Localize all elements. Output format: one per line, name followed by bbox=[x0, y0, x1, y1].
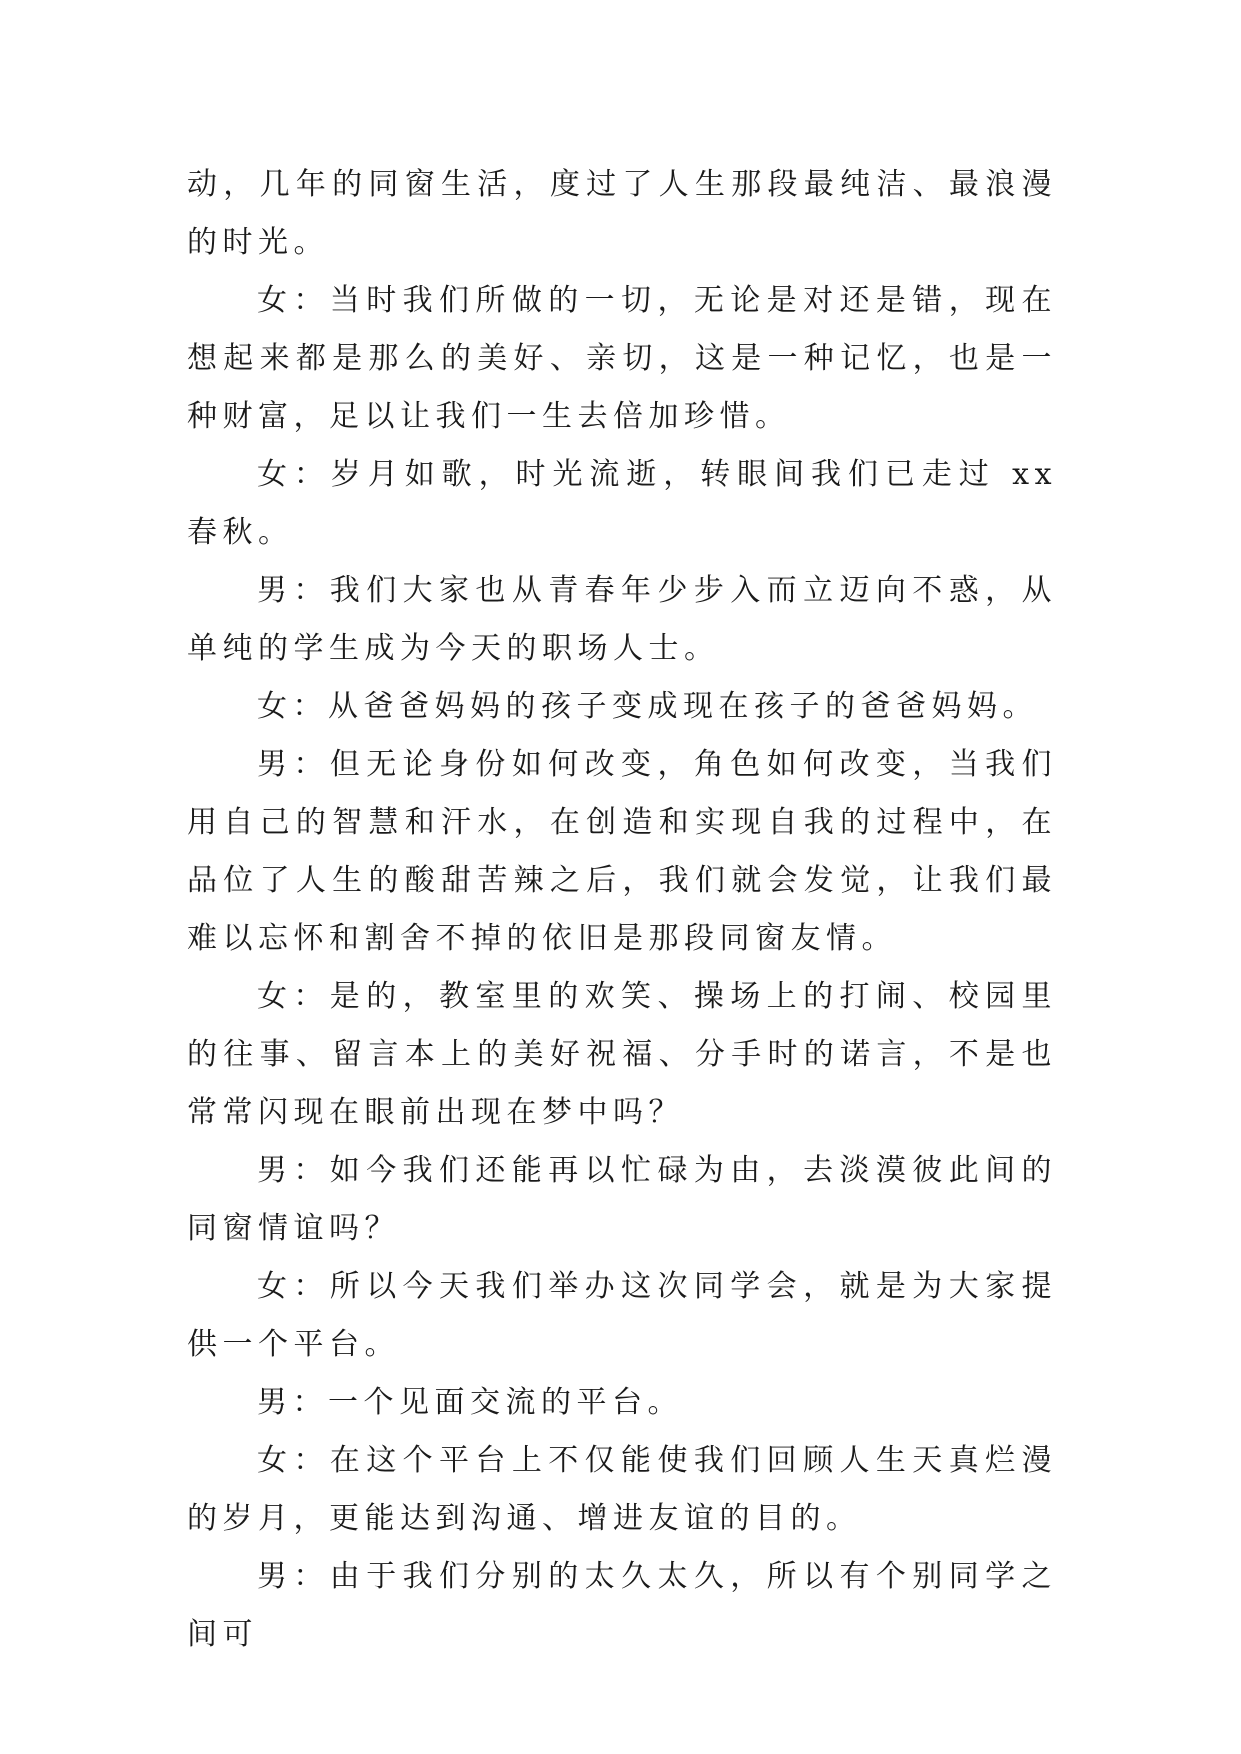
paragraph: 动，几年的同窗生活，度过了人生那段最纯洁、最浪漫的时光。 bbox=[187, 167, 1057, 260]
paragraph: 女：当时我们所做的一切，无论是对还是错，现在想起来都是那么的美好、亲切，这是一种记忆，也是一种财富，足以让我们一生去倍加珍惜。 bbox=[187, 283, 1057, 434]
paragraph: 男：如今我们还能再以忙碌为由，去淡漠彼此间的同窗情谊吗？ bbox=[187, 1153, 1057, 1246]
paragraph: 女：所以今天我们举办这次同学会，就是为大家提供一个平台。 bbox=[187, 1269, 1057, 1362]
paragraph: 男：一个见面交流的平台。 bbox=[257, 1385, 683, 1420]
paragraph: 女：岁月如歌，时光流逝，转眼间我们已走过 xx 春秋。 bbox=[187, 457, 1057, 550]
paragraph: 男：但无论身份如何改变，角色如何改变，当我们用自己的智慧和汗水，在创造和实现自我的过程中，在品位了人生的酸甜苦辣之后，我们就会发觉，让我们最难以忘怀和割舍不掉的依旧是那段同窗友情。 bbox=[187, 747, 1057, 956]
paragraph: 女：在这个平台上不仅能使我们回顾人生天真烂漫的岁月，更能达到沟通、增进友谊的目的。 bbox=[187, 1443, 1057, 1536]
paragraph: 女：从爸爸妈妈的孩子变成现在孩子的爸爸妈妈。 bbox=[257, 689, 1038, 724]
document-body bbox=[187, 156, 1057, 1664]
paragraph: 男：由于我们分别的太久太久，所以有个别同学之间可 bbox=[187, 1559, 1057, 1652]
paragraph: 女：是的，教室里的欢笑、操场上的打闹、校园里的往事、留言本上的美好祝福、分手时的诺言，不是也常常闪现在眼前出现在梦中吗？ bbox=[187, 979, 1057, 1130]
paragraph: 男：我们大家也从青春年少步入而立迈向不惑，从单纯的学生成为今天的职场人士。 bbox=[187, 573, 1057, 666]
